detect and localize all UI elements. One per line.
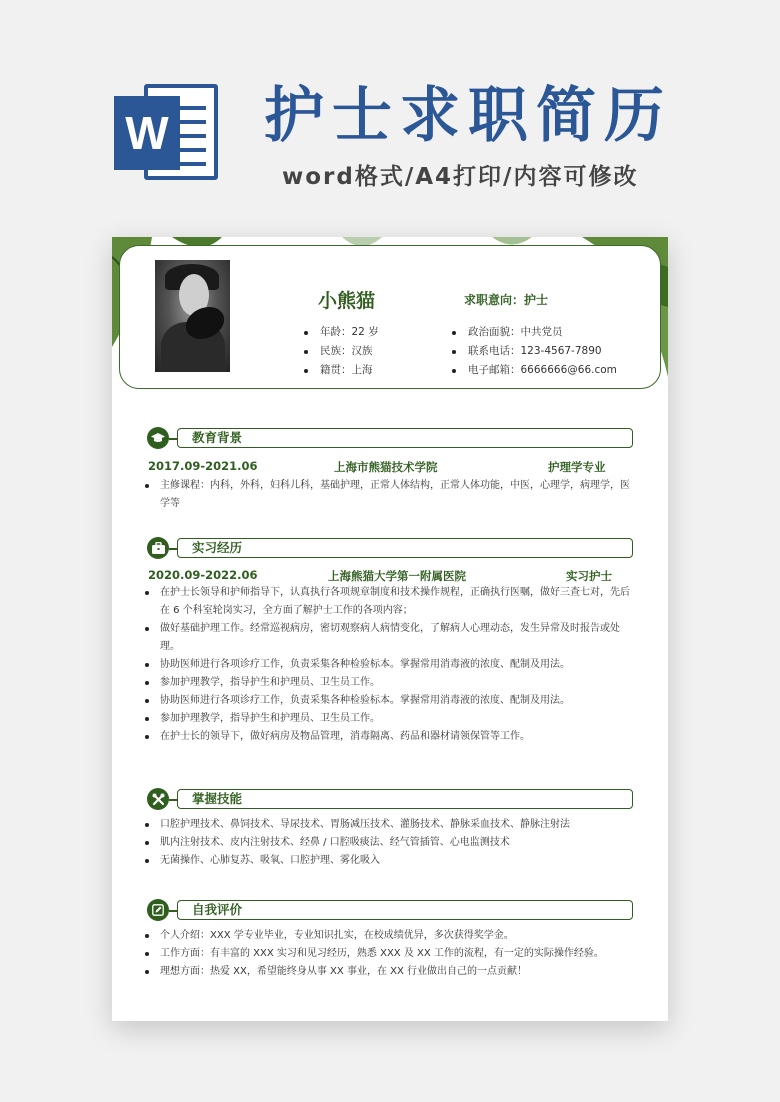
education-title: 教育背景 [177,428,633,448]
list-item: 理想方面：热爱 XX，希望能终身从事 XX 事业，在 XX 行业做出自己的一点贡献！ [142,963,638,981]
list-item: 参加护理教学，指导护生和护理员、卫生员工作。 [142,710,638,728]
briefcase-icon [147,537,169,559]
candidate-name: 小熊猫 [318,290,376,312]
list-item: 在护士长的领导下，做好病房及物品管理，消毒隔离、药品和器材请领保管等工作。 [142,728,638,746]
education-header [147,428,633,448]
list-item: 协助医师进行各项诊疗工作，负责采集各种检验标本。掌握常用消毒液的浓度、配制及用法。 [142,656,638,674]
info-hometown: 籍贯：上海 [302,361,379,380]
skills-header [147,789,633,809]
graduation-cap-icon [147,427,169,449]
list-item: 无菌操作、心肺复苏、吸氧、口腔护理、雾化吸入 [142,852,638,870]
internship-org: 上海熊猫大学第一附属医院 [328,569,466,583]
list-item: 肌内注射技术、皮内注射技术、经鼻 / 口腔吸痰法、经气管插管、心电监测技术 [142,834,638,852]
education-bullets [142,477,638,513]
personal-info-right [450,323,617,380]
internship-period: 2020.09-2022.06 [148,568,258,582]
education-major: 护理学专业 [548,460,606,474]
info-email: 电子邮箱：6666666@66.com [450,361,617,380]
personal-info-left [302,323,379,380]
list-item: 做好基础护理工作。经常巡视病房，密切观察病人病情变化，了解病人心理动态，发生异常及时报告或处理。 [142,620,638,656]
job-intent: 求职意向：护士 [464,293,549,307]
education-school: 上海市熊猫技术学院 [334,460,438,474]
internship-row [148,568,618,584]
list-item: 口腔护理技术、鼻饲技术、导尿技术、胃肠减压技术、灌肠技术、静脉采血技术、静脉注射法 [142,816,638,834]
internship-header [147,538,633,558]
education-row [148,459,618,475]
list-item: 协助医师进行各项诊疗工作，负责采集各种检验标本。掌握常用消毒液的浓度、配制及用法。 [142,692,638,710]
self-eval-bullets [142,927,638,981]
skills-title: 掌握技能 [177,789,633,809]
banner-title: 护士求职简历 [264,81,672,151]
word-icon [114,82,222,182]
info-ethnicity: 民族：汉族 [302,342,379,361]
education-period: 2017.09-2021.06 [148,459,258,473]
info-age: 年龄：22 岁 [302,323,379,342]
self-eval-title: 自我评价 [177,900,633,920]
info-political: 政治面貌：中共党员 [450,323,617,342]
list-item: 个人介绍：XXX 学专业毕业，专业知识扎实，在校成绩优异，多次获得奖学金。 [142,927,638,945]
internship-bullets [142,584,638,746]
internship-role: 实习护士 [566,569,612,583]
list-item: 主修课程：内科，外科，妇科儿科，基础护理，正常人体结构，正常人体功能，中医，心理学，病理学，医学等 [142,477,638,513]
list-item: 参加护理教学，指导护生和护理员、卫生员工作。 [142,674,638,692]
tools-icon [147,788,169,810]
list-item: 在护士长领导和护师指导下，认真执行各项规章制度和技术操作规程，正确执行医嘱，做好三查七对，先后在 6 个科室轮岗实习，全方面了解护士工作的各项内容； [142,584,638,620]
edit-icon [147,899,169,921]
skills-bullets [142,816,638,870]
self-eval-header [147,900,633,920]
word-letter: W [114,96,180,170]
profile-card [119,245,661,389]
profile-photo [155,260,230,372]
banner-subtitle: word格式/A4打印/内容可修改 [282,164,639,190]
info-phone: 联系电话：123-4567-7890 [450,342,617,361]
internship-title: 实习经历 [177,538,633,558]
list-item: 工作方面：有丰富的 XXX 实习和见习经历，熟悉 XXX 及 XX 工作的流程，有一定的实际操作经验。 [142,945,638,963]
resume-page [112,237,668,1021]
